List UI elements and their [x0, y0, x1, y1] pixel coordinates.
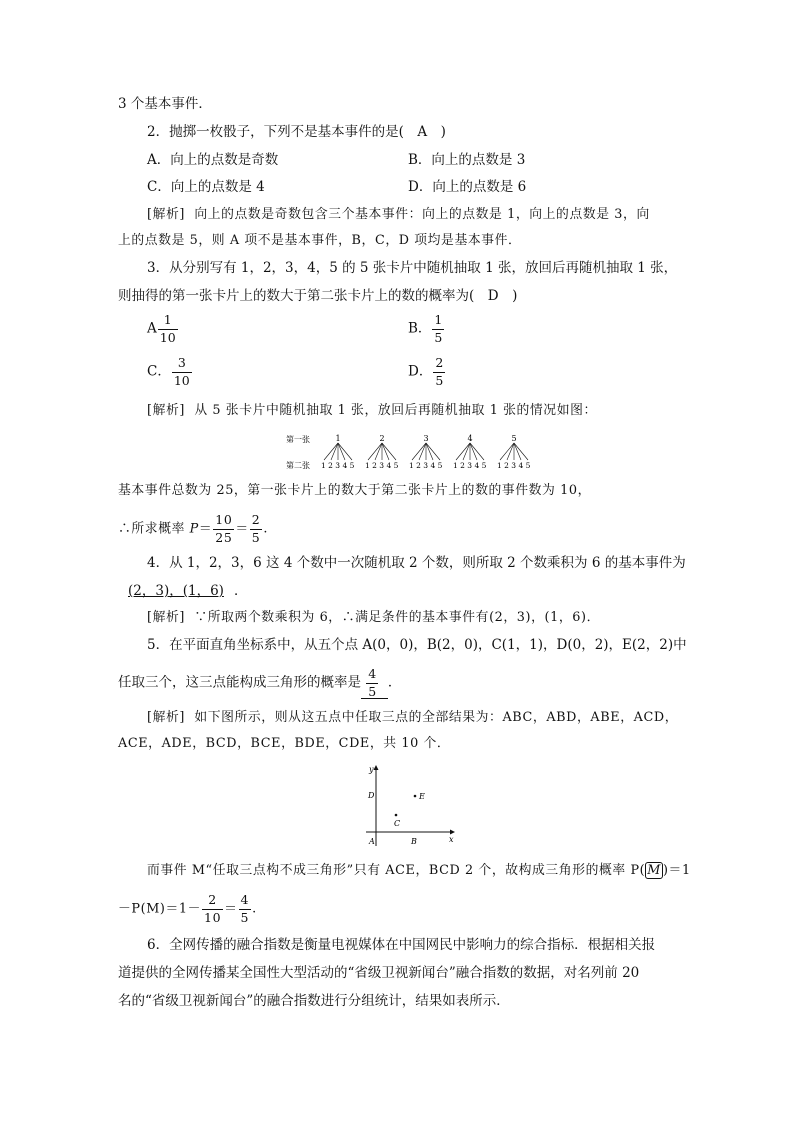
text: 而事件 M“任取三点构不成三角形”只有 ACE，BCD 2 个，故构成三角形的概率 P( [147, 863, 646, 878]
text: －P(M)＝1－ [118, 901, 202, 917]
fraction [250, 514, 263, 544]
point-c-label: C [394, 819, 401, 828]
period: . [252, 901, 257, 917]
tree-branch-line [412, 443, 426, 460]
q4-answer: (2，3)，(1，6) [128, 583, 224, 599]
tree-branch-line [514, 443, 521, 460]
denominator: 25 [215, 529, 233, 545]
tree-second-numbers: 1 2 3 4 5 [497, 461, 531, 470]
fraction [158, 314, 178, 344]
tree-branch-line [338, 443, 345, 460]
denominator: 5 [435, 372, 444, 388]
option-label: D． [408, 363, 433, 380]
denominator: 5 [251, 529, 261, 545]
q3-option-d [408, 357, 446, 387]
tree-second-label: 第二张 [286, 461, 310, 470]
tree-second-numbers: 1 2 3 4 5 [365, 461, 399, 470]
q5-stem-line2 [118, 668, 401, 699]
q3-solution-line1 [147, 402, 597, 420]
q5-solution-line4 [118, 894, 257, 924]
coordinate-graph [362, 762, 462, 848]
equals: ＝ [198, 521, 213, 537]
q5-answer-blank [361, 668, 388, 699]
period: ． [387, 674, 402, 691]
q6-line2: 道提供的全网传播某全国性大型活动的“省级卫视新闻台”融合指数的数据，对名列前 20 [118, 965, 640, 981]
q4-stem-line1: 4．从 1，2，3，6 这 4 个数中一次随机取 2 个数，则所取 2 个数乘积为 6 的基本事件为 [147, 555, 686, 571]
numerator: 10 [215, 512, 233, 527]
numerator: 1 [434, 312, 443, 327]
point-e [414, 795, 417, 798]
denominator: 5 [240, 909, 250, 925]
tree-branch-line [426, 443, 440, 460]
denominator: 10 [159, 329, 176, 345]
tree-branch-line [470, 443, 477, 460]
q6-line3: 名的“省级卫视新闻台”的融合指数进行分组统计，结果如表所示． [118, 993, 510, 1009]
solution-tag: [解析] [147, 403, 185, 418]
tree-branch-line [382, 443, 389, 460]
fraction [202, 894, 223, 924]
q5-solution-line2: ACE，ADE，BCD，BCE，BDE，CDE，共 10 个． [118, 736, 451, 751]
numerator: 2 [435, 355, 444, 370]
period: . [263, 521, 269, 537]
tree-branches [321, 434, 531, 470]
q3-solution-line2: 基本事件总数为 25，第一张卡片上的数大于第二张卡片上的数的事件数为 10， [118, 483, 592, 498]
point-a-label: A [369, 837, 375, 846]
solution-text: 如下图所示，则从这五点中任取三点的全部结果为：ABC，ABD，ABE，ACD， [194, 710, 679, 725]
text: ∴所求概率 [118, 521, 190, 537]
fraction [433, 357, 445, 387]
tree-first-number: 5 [511, 434, 517, 443]
numerator: 2 [208, 892, 217, 907]
tree-branch-line [382, 443, 396, 460]
tree-branch-line [470, 443, 484, 460]
intro-line: 3 个基本事件． [118, 96, 212, 112]
q2-option-d: D．向上的点数是 6 [408, 179, 527, 195]
q4-answer-line [118, 582, 247, 600]
numerator: 4 [240, 892, 250, 907]
fraction [432, 314, 444, 344]
fraction [172, 357, 192, 387]
point-b-label: B [411, 837, 417, 846]
tree-second-numbers: 1 2 3 4 5 [321, 461, 355, 470]
solution-text: 向上的点数是奇数包含三个基本事件：向上的点数是 1，向上的点数是 3，向 [194, 207, 650, 222]
solution-text: ∵所取两个数乘积为 6，∴满足条件的基本事件有(2，3)，(1，6)． [194, 610, 600, 625]
q3-option-c [147, 357, 193, 387]
tree-branch-line [338, 443, 352, 460]
tree-first-number: 4 [467, 434, 473, 443]
q5-solution-line3 [147, 862, 691, 880]
tree-branch-line [514, 443, 528, 460]
point-e-label: E [419, 792, 425, 801]
q5-stem-line1: 5．在平面直角坐标系中，从五个点 A(0，0)，B(2，0)，C(1，1)，D(0，2)，E(2，2)中 [147, 637, 687, 653]
q2-solution-line1 [147, 206, 650, 224]
text: 任取三个，这三点能构成三角形的概率是 [118, 674, 361, 691]
tree-branch-line [368, 443, 382, 460]
solution-tag: [解析] [147, 710, 185, 725]
equals: ＝ [224, 901, 238, 917]
tree-branch-line [426, 443, 433, 460]
q3-stem-line2: 则抽得的第一张卡片上的数大于第二张卡片上的数的概率为( D ) [118, 288, 518, 304]
q2-option-c: C．向上的点数是 4 [147, 179, 265, 195]
tree-first-number: 3 [423, 434, 429, 443]
q3-solution-line3 [118, 514, 268, 544]
q3-option-b [408, 314, 445, 344]
tree-branch-line [463, 443, 470, 460]
tree-branch-line [419, 443, 426, 460]
option-label: A [147, 320, 157, 337]
tree-branch-line [500, 443, 514, 460]
q2-option-a: A．向上的点数是奇数 [147, 152, 279, 168]
boxed-m: M [647, 863, 661, 878]
q2-stem: 2．抛掷一枚骰子，下列不是基本事件的是( A ) [147, 124, 446, 140]
solution-tag: [解析] [147, 610, 185, 625]
text: )＝1 [662, 863, 691, 878]
tree-branch-line [456, 443, 470, 460]
tree-second-numbers: 1 2 3 4 5 [409, 461, 443, 470]
fraction [213, 514, 234, 544]
q2-solution-line2: 上的点数是 5，则 A 项不是基本事件，B，C，D 项均是基本事件． [118, 233, 522, 248]
option-label: B． [408, 320, 432, 337]
point-d-label: D [368, 791, 375, 800]
q4-solution [147, 609, 600, 627]
tree-branch-line [331, 443, 338, 460]
q5-solution-line1 [147, 709, 678, 727]
numerator: 1 [163, 312, 172, 327]
tree-second-numbers: 1 2 3 4 5 [453, 461, 487, 470]
point-c [395, 814, 398, 817]
tree-first-number: 1 [335, 434, 341, 443]
numerator: 3 [177, 355, 186, 370]
tree-first-number: 2 [379, 434, 385, 443]
tree-branch-line [507, 443, 514, 460]
denominator: 10 [173, 372, 190, 388]
card-tree-diagram [282, 430, 532, 472]
x-axis-label: x [449, 835, 454, 844]
numerator: 4 [368, 666, 377, 681]
q3-stem-line1: 3．从分别写有 1，2，3，4，5 的 5 张卡片中随机抽取 1 张，放回后再随机抽取 1 张， [147, 260, 678, 276]
fraction [239, 894, 252, 924]
tree-first-label: 第一张 [286, 435, 310, 444]
var-p: P [189, 521, 199, 537]
period: ． [233, 583, 248, 599]
denominator: 10 [204, 909, 222, 925]
tree-branch-line [375, 443, 382, 460]
q3-option-a [147, 314, 179, 344]
solution-tag: [解析] [147, 207, 185, 222]
option-label: C． [147, 363, 171, 380]
fraction [366, 668, 378, 698]
numerator: 2 [251, 512, 261, 527]
y-axis-label: y [369, 765, 374, 774]
denominator: 5 [368, 683, 377, 699]
q6-line1: 6．全网传播的融合指数是衡量电视媒体在中国网民中影响力的综合指标．根据相关报 [147, 937, 656, 953]
equals: ＝ [235, 521, 249, 537]
solution-text: 从 5 张卡片中随机抽取 1 张，放回后再随机抽取 1 张的情况如图： [194, 403, 597, 418]
denominator: 5 [434, 329, 443, 345]
tree-branch-line [324, 443, 338, 460]
q2-option-b: B．向上的点数是 3 [408, 152, 526, 168]
